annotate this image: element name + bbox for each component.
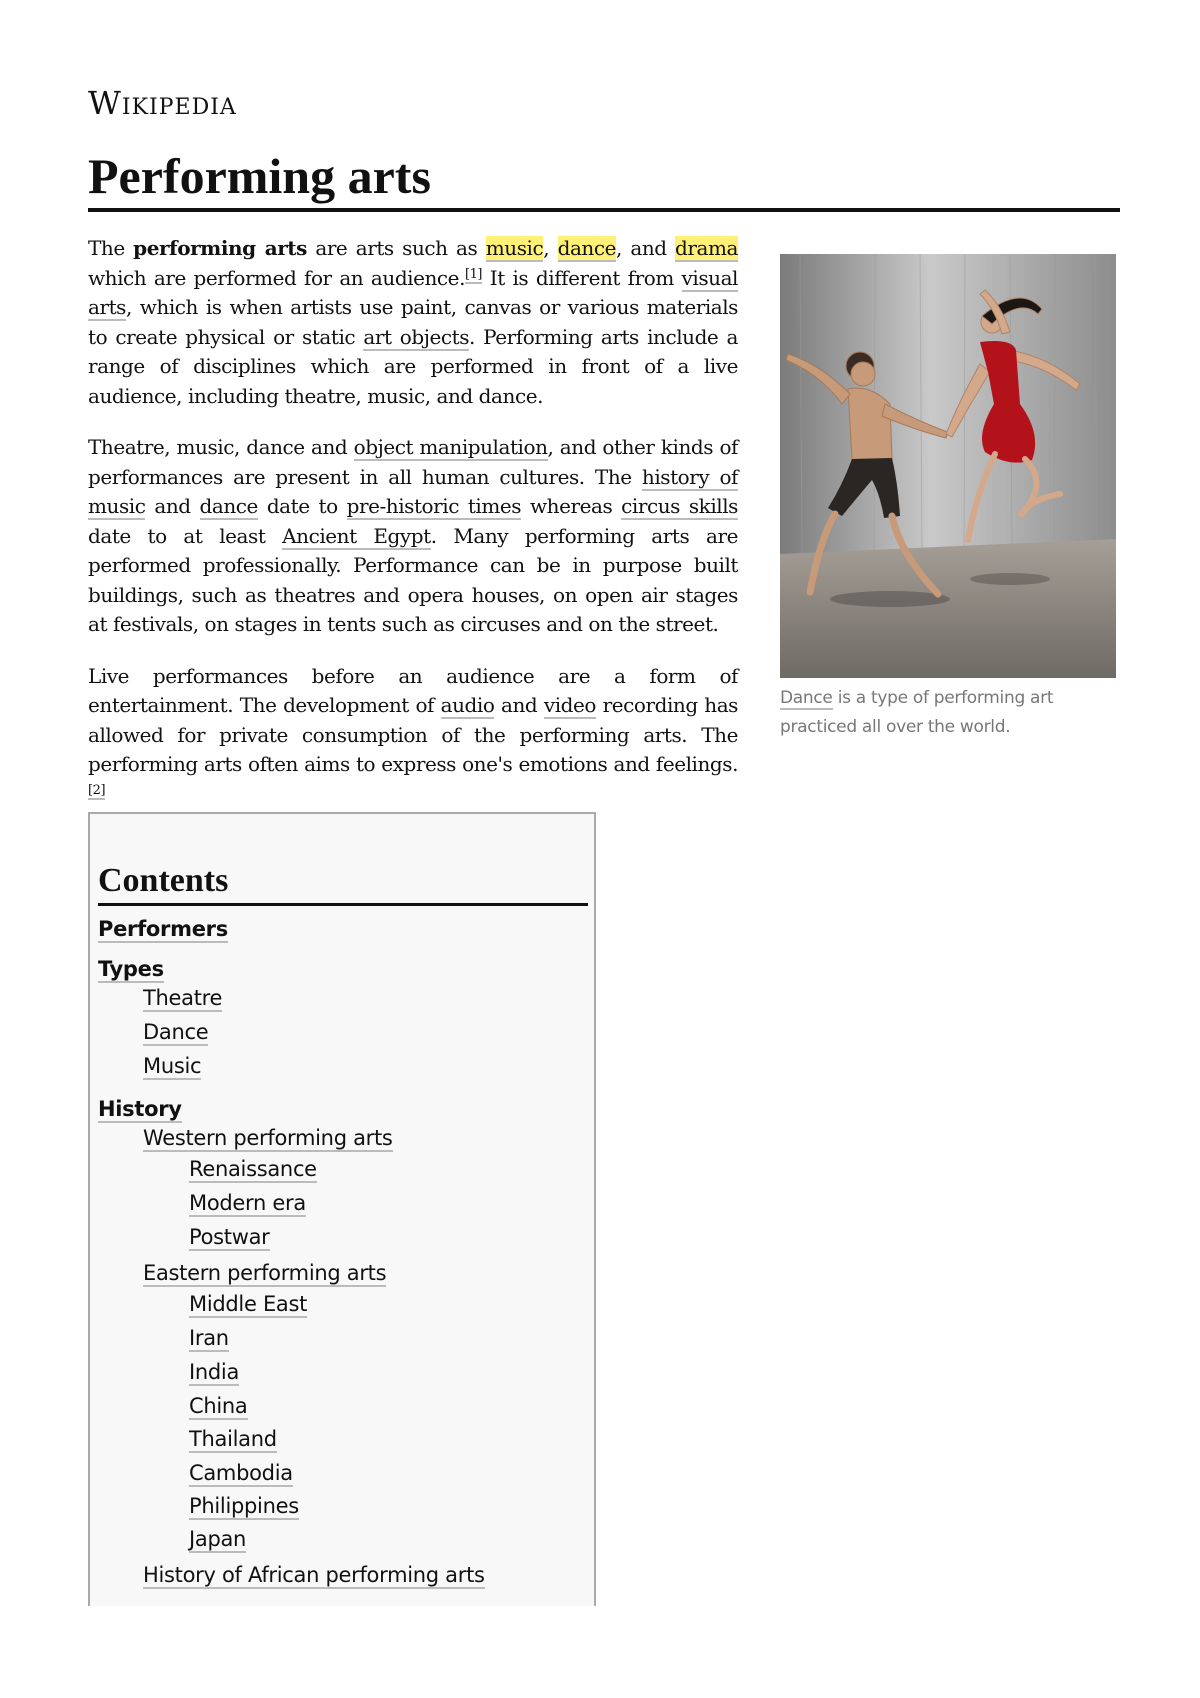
toc-label: Types — [98, 957, 164, 981]
toc-label: Iran — [189, 1326, 229, 1350]
text: . Many performing arts are performed professionally. Performance can be in purpose built buildings, such as theatres and opera houses, on open air stages at festivals, on stages in tents such as circuses and on the street. — [88, 523, 738, 636]
text: , and other kinds of performances are present in all human cultures. The — [88, 435, 738, 489]
figure-caption — [780, 684, 1116, 742]
toc-item-philippines[interactable] — [189, 1492, 299, 1520]
text: , which is when artists use paint, canvas or various materials to create physical or static — [88, 295, 738, 349]
text: whereas — [521, 494, 622, 518]
toc-label: History — [98, 1097, 182, 1121]
toc-item-postwar[interactable] — [189, 1223, 270, 1251]
toc-item-china[interactable] — [189, 1392, 248, 1420]
link-dance[interactable]: dance — [557, 236, 616, 260]
link-music[interactable]: music — [485, 236, 544, 260]
text: which are performed for an audience. — [88, 265, 465, 290]
text: and — [145, 494, 200, 518]
link-ancient-egypt[interactable]: Ancient Egypt — [282, 523, 431, 548]
toc-item-india[interactable] — [189, 1358, 239, 1386]
bold-term: performing arts — [133, 236, 307, 260]
link-drama[interactable]: drama — [675, 236, 738, 260]
text: date to — [257, 494, 347, 518]
toc-item-renaissance[interactable] — [189, 1155, 317, 1183]
toc-item-history[interactable] — [98, 1095, 182, 1123]
link-pre-historic-times[interactable]: pre-historic times — [346, 494, 522, 518]
toc-label: China — [189, 1394, 248, 1418]
reference-1[interactable]: [1] — [464, 266, 483, 282]
link-history-of-music[interactable]: history of music — [88, 464, 738, 518]
toc-label: Thailand — [189, 1427, 277, 1451]
article-body — [88, 234, 738, 831]
toc-item-music[interactable] — [143, 1052, 201, 1080]
reference-2[interactable]: [2] — [88, 782, 106, 798]
wikipedia-wordmark[interactable]: Wikipedia — [88, 84, 237, 122]
toc-item-western-performing-arts[interactable] — [143, 1124, 393, 1152]
text: date to at least — [88, 523, 283, 548]
toc-label: Philippines — [189, 1494, 299, 1518]
table-of-contents — [88, 812, 596, 1606]
toc-label: Japan — [189, 1527, 247, 1551]
toc-label: History of African performing arts — [143, 1563, 485, 1587]
toc-label: Cambodia — [189, 1461, 293, 1485]
toc-label: Postwar — [189, 1225, 270, 1249]
caption-link-dance[interactable]: Dance — [780, 688, 833, 708]
link-circus-skills[interactable]: circus skills — [621, 494, 738, 518]
intro-paragraph-2 — [88, 433, 738, 640]
toc-label: Performers — [98, 917, 228, 941]
text: and — [494, 693, 544, 717]
text: The — [88, 236, 134, 260]
infobox-figure — [780, 254, 1116, 742]
toc-label: Dance — [143, 1020, 209, 1044]
toc-label: Renaissance — [189, 1157, 317, 1181]
toc-item-types[interactable] — [98, 955, 164, 983]
toc-label: India — [189, 1360, 240, 1384]
text: , and — [616, 236, 676, 260]
toc-label: Eastern performing arts — [143, 1261, 387, 1285]
caption-text: is a type of performing art practiced all over the world. — [780, 688, 1054, 737]
toc-label: Music — [143, 1054, 202, 1078]
toc-item-japan[interactable] — [189, 1525, 246, 1553]
toc-item-middle-east[interactable] — [189, 1290, 307, 1318]
page-title: Performing arts — [88, 146, 1120, 212]
toc-item-performers[interactable] — [98, 915, 228, 943]
toc-label: Theatre — [143, 986, 223, 1010]
text: . Performing arts include a range of disciplines which are performed in front of a live audience, including theatre, music, and dance. — [88, 324, 738, 408]
toc-item-thailand[interactable] — [189, 1425, 277, 1453]
text: Live performances before an audience are a form of entertainment. The development of — [88, 663, 738, 717]
toc-item-dance[interactable] — [143, 1018, 208, 1046]
toc-label: Modern era — [189, 1191, 306, 1215]
text: It is different from — [482, 265, 682, 290]
toc-label: Middle East — [189, 1292, 308, 1316]
link-dance-2[interactable]: dance — [199, 494, 258, 518]
link-object-manipulation[interactable]: object manipulation — [353, 435, 548, 459]
toc-item-eastern-performing-arts[interactable] — [143, 1259, 386, 1287]
link-audio[interactable]: audio — [440, 693, 495, 717]
dancers-image[interactable] — [780, 254, 1116, 678]
toc-label: Western performing arts — [143, 1126, 393, 1150]
intro-paragraph-3 — [88, 662, 738, 810]
toc-item-modern-era[interactable] — [189, 1189, 306, 1217]
text: Theatre, music, dance and — [88, 435, 354, 459]
toc-item-cambodia[interactable] — [189, 1459, 293, 1487]
toc-item-iran[interactable] — [189, 1324, 229, 1352]
toc-item-history-of-african-performing-arts[interactable] — [143, 1561, 485, 1589]
toc-title: Contents — [98, 859, 588, 906]
intro-paragraph-1 — [88, 234, 738, 411]
text: recording has allowed for private consumption of the performing arts. The performing arts often aims to express one's emotions and feelings. — [88, 693, 738, 776]
toc-item-theatre[interactable] — [143, 984, 222, 1012]
text: are arts such as — [306, 236, 486, 260]
link-video[interactable]: video — [543, 693, 597, 717]
text: , — [543, 236, 558, 260]
link-art-objects[interactable]: art objects — [363, 324, 470, 349]
link-visual-arts[interactable]: visual arts — [88, 265, 738, 319]
